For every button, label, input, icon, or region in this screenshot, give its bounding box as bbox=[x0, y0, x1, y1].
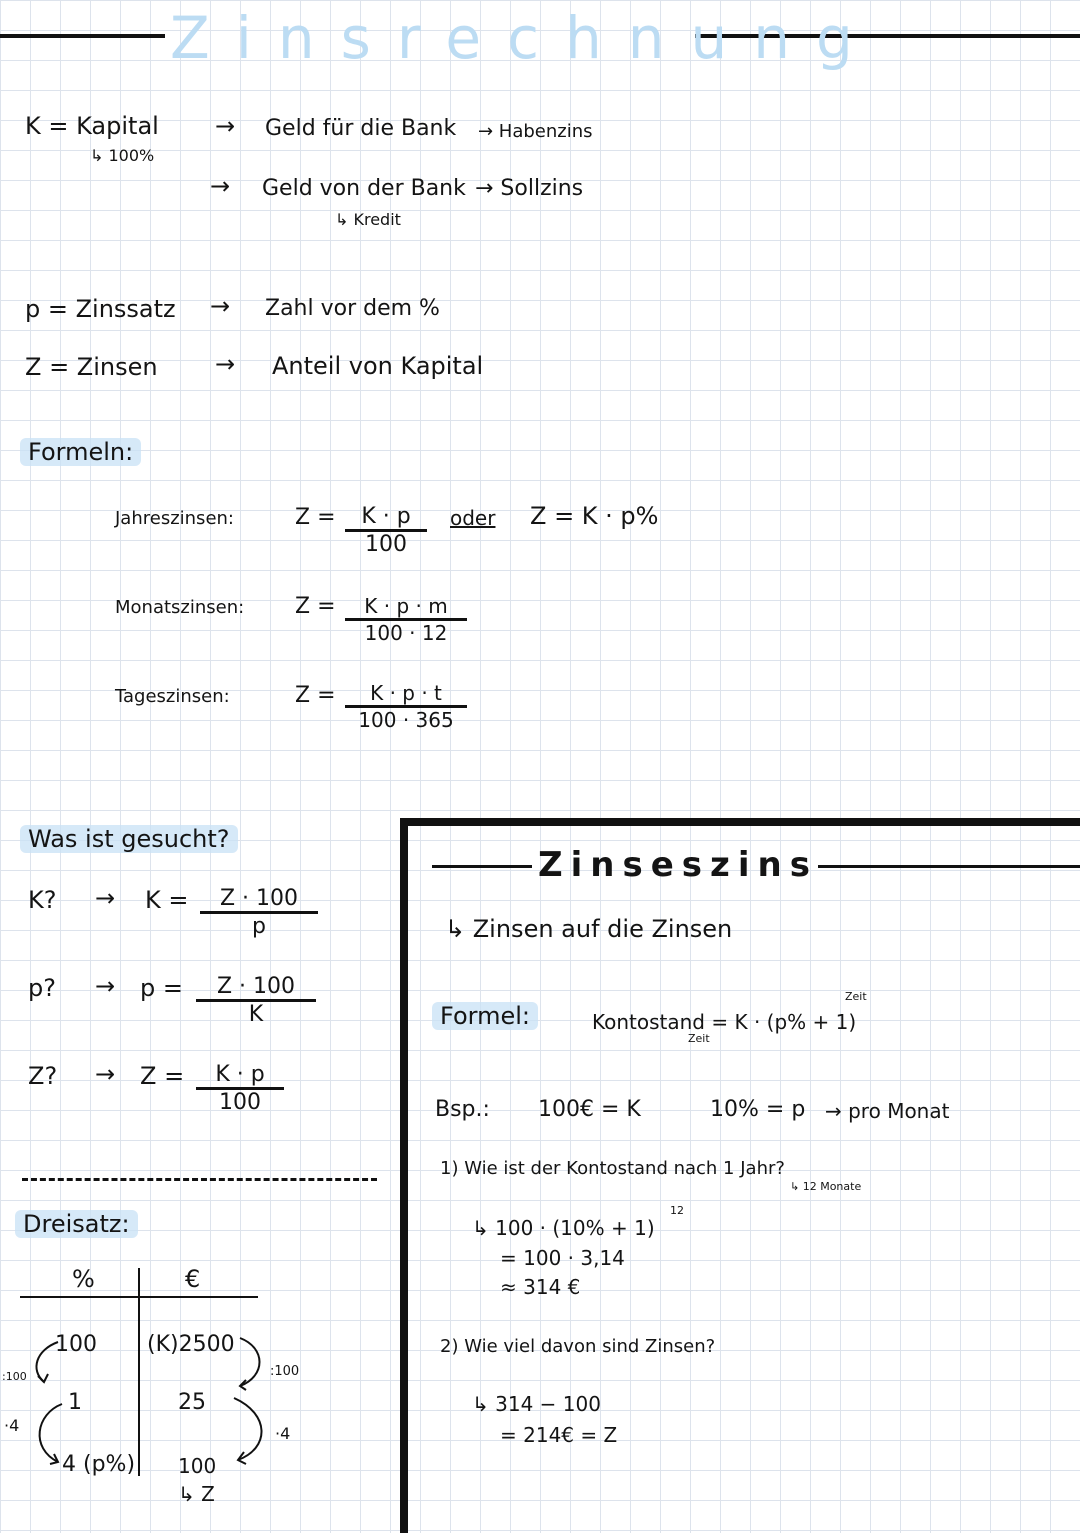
dreisatz-col-percent: % bbox=[72, 1265, 95, 1293]
def-bank-in-result: → Habenzins bbox=[478, 121, 593, 142]
yearly-den: 100 bbox=[365, 532, 407, 557]
yearly-oder: oder bbox=[450, 506, 496, 530]
calc2-line2: = 214€ = Z bbox=[500, 1423, 618, 1447]
gesucht-p-fraction bbox=[196, 974, 316, 1027]
dreisatz-right-op1: :100 bbox=[270, 1364, 300, 1379]
def-k-term: K = Kapital bbox=[25, 112, 159, 140]
yearly-fraction bbox=[345, 504, 427, 557]
def-z-text: Anteil von Kapital bbox=[272, 352, 484, 380]
daily-lhs: Z = bbox=[295, 683, 336, 708]
example-label: Bsp.: bbox=[435, 1097, 490, 1122]
gesucht-z-den: 100 bbox=[219, 1090, 261, 1115]
q1-text: 1) Wie ist der Kontostand nach 1 Jahr? bbox=[440, 1158, 785, 1179]
dreisatz-heading: Dreisatz: bbox=[15, 1210, 138, 1238]
def-p-arrow: → bbox=[210, 292, 231, 320]
yearly-alt: Z = K · p% bbox=[530, 502, 659, 530]
dreisatz-row3-euro: 100 bbox=[178, 1454, 217, 1478]
gesucht-k-den: p bbox=[252, 914, 266, 939]
dashed-separator bbox=[22, 1178, 377, 1181]
gesucht-z-q: Z? bbox=[28, 1062, 58, 1090]
calc1-exp: 12 bbox=[670, 1204, 684, 1217]
title-line-left bbox=[0, 34, 165, 38]
zinseszins-line-left bbox=[432, 865, 532, 868]
gesucht-p-den: K bbox=[248, 1002, 264, 1027]
zinseszins-subtitle: ↳ Zinsen auf die Zinsen bbox=[445, 915, 733, 943]
def-p-text: Zahl vor dem % bbox=[265, 296, 440, 321]
gesucht-k-lhs: K = bbox=[145, 886, 189, 914]
q1-note: ↳ 12 Monate bbox=[790, 1180, 862, 1193]
yearly-lhs: Z = bbox=[295, 505, 336, 530]
zinseszins-title: Zinseszins bbox=[538, 845, 818, 885]
dreisatz-right-op2: ·4 bbox=[275, 1424, 291, 1443]
gesucht-k-fraction bbox=[200, 886, 318, 939]
page-title: Zinsrechnung bbox=[170, 4, 879, 72]
def-z-arrow: → bbox=[215, 350, 236, 378]
monthly-den: 100 · 12 bbox=[364, 621, 448, 645]
dreisatz-row1-euro: (K)2500 bbox=[147, 1332, 235, 1357]
dreisatz-row2-percent: 1 bbox=[68, 1390, 82, 1415]
dreisatz-arrows bbox=[0, 1330, 300, 1480]
gesucht-p-num: Z · 100 bbox=[196, 974, 316, 1002]
dreisatz-left-op1: :100 bbox=[2, 1370, 27, 1383]
gesucht-p-lhs: p = bbox=[140, 974, 183, 1002]
def-bank-in-arrow: → bbox=[215, 112, 236, 140]
zinseszins-formel: Kontostand = K · (p% + 1) bbox=[592, 1010, 857, 1034]
gesucht-k-arrow: → bbox=[95, 884, 116, 912]
monthly-num: K · p · m bbox=[345, 594, 467, 621]
monthly-lhs: Z = bbox=[295, 594, 336, 619]
monthly-label: Monatszinsen: bbox=[115, 597, 245, 618]
yearly-label: Jahreszinsen: bbox=[115, 508, 234, 529]
dreisatz-col-euro: € bbox=[185, 1265, 201, 1293]
dreisatz-row3-percent: 4 (p%) bbox=[62, 1452, 136, 1477]
calc1-line1: ↳ 100 · (10% + 1) bbox=[472, 1216, 655, 1240]
yearly-num: K · p bbox=[345, 504, 427, 532]
def-k-note: ↳ 100% bbox=[90, 146, 155, 165]
calc2-line1: ↳ 314 − 100 bbox=[472, 1392, 601, 1416]
dreisatz-row2-euro: 25 bbox=[178, 1390, 206, 1415]
daily-fraction bbox=[345, 681, 467, 732]
example-per: → pro Monat bbox=[825, 1099, 950, 1123]
gesucht-z-arrow: → bbox=[95, 1060, 116, 1088]
gesucht-z-lhs: Z = bbox=[140, 1062, 185, 1090]
dreisatz-left-op2: ·4 bbox=[4, 1416, 20, 1435]
gesucht-p-q: p? bbox=[28, 974, 56, 1002]
example-p: 10% = p bbox=[710, 1097, 806, 1122]
zinseszins-exponent: Zeit bbox=[845, 990, 867, 1003]
q2-text: 2) Wie viel davon sind Zinsen? bbox=[440, 1336, 716, 1357]
example-k: 100€ = K bbox=[538, 1097, 641, 1122]
zinseszins-formel-label: Formel: bbox=[432, 1002, 538, 1030]
formeln-heading: Formeln: bbox=[20, 438, 141, 466]
daily-den: 100 · 365 bbox=[358, 708, 454, 732]
gesucht-p-arrow: → bbox=[95, 972, 116, 1000]
calc1-line2: = 100 · 3,14 bbox=[500, 1246, 625, 1270]
daily-num: K · p · t bbox=[345, 681, 467, 708]
def-bank-out-arrow: → bbox=[210, 172, 231, 200]
gesucht-k-q: K? bbox=[28, 886, 57, 914]
dreisatz-row1-percent: 100 bbox=[55, 1332, 97, 1357]
zinseszins-sub-note: Zeit bbox=[688, 1032, 710, 1045]
daily-label: Tageszinsen: bbox=[115, 686, 230, 707]
gesucht-z-num: K · p bbox=[196, 1062, 284, 1090]
calc1-line3: ≈ 314 € bbox=[500, 1275, 581, 1299]
gesucht-z-fraction bbox=[196, 1062, 284, 1115]
def-bank-out-note: ↳ Kredit bbox=[335, 210, 401, 229]
def-bank-out-text: Geld von der Bank bbox=[262, 176, 466, 201]
zinseszins-line-right bbox=[818, 865, 1080, 868]
def-z-term: Z = Zinsen bbox=[25, 353, 158, 381]
def-bank-out-result: → Sollzins bbox=[475, 176, 584, 201]
dreisatz-bottom-note: ↳ Z bbox=[178, 1482, 215, 1506]
monthly-fraction bbox=[345, 594, 467, 645]
gesucht-k-num: Z · 100 bbox=[200, 886, 318, 914]
gesucht-heading: Was ist gesucht? bbox=[20, 825, 238, 853]
def-bank-in-text: Geld für die Bank bbox=[265, 116, 457, 141]
def-p-term: p = Zinssatz bbox=[25, 295, 176, 323]
